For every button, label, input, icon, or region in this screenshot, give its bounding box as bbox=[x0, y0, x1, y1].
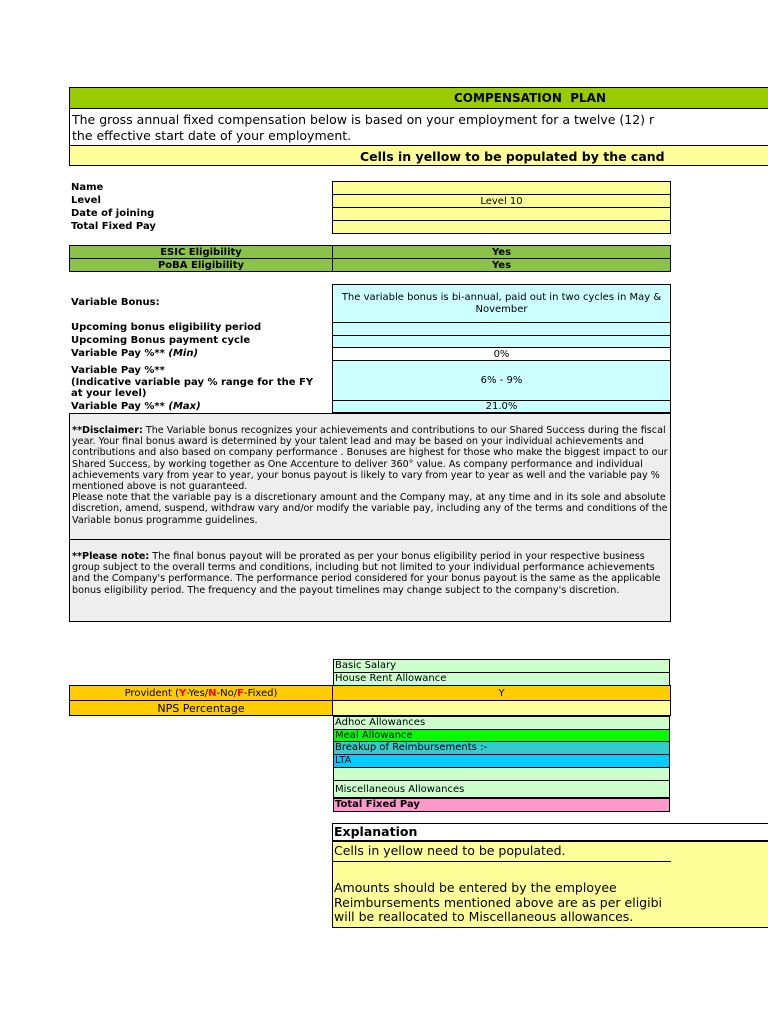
intro-text bbox=[69, 109, 768, 145]
explanation-line-4: will be reallocated to Miscellaneous allowances. bbox=[334, 909, 634, 924]
variable-max-value bbox=[332, 400, 671, 413]
provident-fixed: -Fixed) bbox=[243, 687, 278, 699]
provident-label bbox=[125, 688, 278, 699]
esic-label-cell bbox=[69, 245, 333, 259]
provident-value: Y bbox=[498, 687, 505, 699]
disclaimer-paragraph-1 bbox=[72, 425, 668, 492]
please-note-box bbox=[69, 539, 671, 622]
nps-label-cell bbox=[69, 700, 333, 716]
variable-min-text: 0% bbox=[493, 348, 510, 360]
blank-row bbox=[333, 767, 670, 781]
misc-label: Miscellaneous Allowances bbox=[335, 784, 465, 795]
variable-bonus-value bbox=[332, 284, 671, 323]
esic-value: Yes bbox=[491, 246, 512, 258]
basic-salary-row bbox=[333, 659, 670, 673]
level-label: Level bbox=[71, 195, 101, 206]
meal-label: Meal Allowance bbox=[335, 730, 413, 741]
total-fixed-pay-input[interactable] bbox=[332, 220, 671, 234]
doj-label: Date of joining bbox=[71, 208, 155, 219]
hra-row bbox=[333, 672, 670, 686]
disclaimer-heading: **Disclaimer: bbox=[72, 425, 143, 436]
poba-label-cell bbox=[69, 258, 333, 272]
variable-min-label-text: Variable Pay %** bbox=[71, 348, 165, 359]
variable-indicative-value bbox=[332, 360, 671, 401]
esic-value-cell bbox=[332, 245, 671, 259]
bonus-period-label: Upcoming bonus eligibility period bbox=[71, 322, 262, 333]
adhoc-row bbox=[333, 716, 670, 730]
variable-ind-line-3: at your level) bbox=[71, 388, 147, 399]
explanation-line-1: Cells in yellow need to be populated. bbox=[334, 843, 566, 858]
variable-indicative-label bbox=[71, 365, 313, 400]
provident-no: -No/ bbox=[216, 687, 238, 699]
explanation-line-3: Reimbursements mentioned above are as per eligibi bbox=[334, 894, 662, 910]
variable-bonus-text: The variable bonus is bi-annual, paid out in two cycles in May & November bbox=[341, 291, 662, 315]
hra-label: House Rent Allowance bbox=[335, 673, 447, 684]
title-bar bbox=[69, 87, 768, 109]
provident-n: N bbox=[208, 687, 217, 699]
provident-y: Y bbox=[178, 687, 187, 699]
variable-max-label-text: Variable Pay %** bbox=[71, 401, 165, 412]
lta-row bbox=[333, 754, 670, 768]
bonus-period-input[interactable] bbox=[332, 322, 671, 336]
poba-label: PoBA Eligibility bbox=[157, 259, 245, 271]
variable-min-suffix: (Min) bbox=[168, 348, 199, 359]
please-note-text: The final bonus payout will be prorated as per your bonus eligibility period in your respective business group subject to the overall terms and conditions, including but not limited to your individual performance achievements and the Company's performance. The performance period considered for your bonus payout is the same as the applicable bonus eligibility period. The frequency and the payout timelines may change subject to the company's discretion. bbox=[72, 551, 661, 596]
poba-value-cell bbox=[332, 258, 671, 272]
adhoc-label: Adhoc Allowances bbox=[335, 717, 426, 728]
nps-input[interactable] bbox=[332, 700, 671, 716]
intro-line-1: The gross annual fixed compensation below is based on your employment for a twelve (12) r bbox=[72, 112, 655, 127]
name-input[interactable] bbox=[332, 181, 671, 195]
reimbursements-label: Breakup of Reimbursements :- bbox=[335, 742, 488, 753]
esic-label: ESIC Eligibility bbox=[160, 246, 242, 258]
yellow-note-row bbox=[69, 145, 768, 166]
variable-max-suffix: (Max) bbox=[168, 401, 201, 412]
variable-bonus-label: Variable Bonus: bbox=[71, 297, 160, 308]
disclaimer-box bbox=[69, 413, 671, 540]
misc-row bbox=[333, 780, 670, 798]
variable-ind-line-2: (Indicative variable pay % range for the FY bbox=[71, 376, 314, 388]
provident-value-cell[interactable] bbox=[332, 685, 671, 701]
variable-ind-text: 6% - 9% bbox=[480, 375, 523, 386]
nps-label: NPS Percentage bbox=[157, 701, 245, 715]
provident-prefix: Provident ( bbox=[124, 687, 179, 699]
variable-min-label bbox=[71, 348, 198, 360]
lta-label: LTA bbox=[335, 755, 352, 766]
total-fixed-pay-row-label: Total Fixed Pay bbox=[335, 799, 420, 810]
explanation-line-2: Amounts should be entered by the employee bbox=[334, 880, 617, 895]
total-fixed-pay-label: Total Fixed Pay bbox=[71, 221, 156, 232]
provident-label-cell bbox=[69, 685, 333, 701]
page-title: COMPENSATION PLAN bbox=[454, 91, 607, 105]
total-fixed-pay-row bbox=[333, 798, 670, 812]
disclaimer-text-1: The Variable bonus recognizes your achievements and contributions to our Shared Success during the fiscal year. Your final bonus award is determined by your talent lead and may be based on your individual achievements and contributions and also based on company performance . Bonuses are highest for those who make the biggest impact to our Shared Success, by working together as One Accenture to deliver 360° value. As company performance and individual achievements vary from year to year, your bonus payout is likely to vary from year to year as well and the variable pay % mentioned above is not guaranteed. bbox=[72, 425, 668, 493]
basic-salary-label: Basic Salary bbox=[335, 660, 397, 671]
bonus-cycle-label: Upcoming Bonus payment cycle bbox=[71, 335, 251, 346]
variable-ind-line-1: Variable Pay %** bbox=[71, 365, 165, 376]
explanation-divider bbox=[333, 861, 671, 862]
explanation-heading: Explanation bbox=[334, 824, 418, 839]
provident-f: F bbox=[237, 687, 244, 699]
level-value[interactable] bbox=[332, 194, 671, 208]
intro-line-2: the effective start date of your employment. bbox=[72, 128, 352, 143]
provident-yes: -Yes/ bbox=[186, 687, 209, 699]
explanation-yellow-block bbox=[332, 841, 768, 928]
variable-min-value bbox=[332, 347, 671, 361]
doj-input[interactable] bbox=[332, 207, 671, 221]
poba-value: Yes bbox=[491, 259, 512, 271]
variable-max-text: 21.0% bbox=[485, 401, 518, 412]
yellow-note: Cells in yellow to be populated by the cand bbox=[360, 149, 665, 164]
explanation-heading-cell bbox=[332, 823, 768, 841]
please-note-heading: **Please note: bbox=[72, 551, 150, 562]
level-value-text: Level 10 bbox=[480, 195, 523, 207]
variable-max-label bbox=[71, 401, 201, 413]
reimbursements-row bbox=[333, 741, 670, 755]
disclaimer-paragraph-2: Please note that the variable pay is a discretionary amount and the Company may, at any time and in its sole and absolute discretion, amend, suspend, withdraw vary and/or modify the variable pay, including any of the terms and conditions of the Variable bonus programme guidelines. bbox=[72, 492, 668, 526]
name-label: Name bbox=[71, 182, 104, 193]
